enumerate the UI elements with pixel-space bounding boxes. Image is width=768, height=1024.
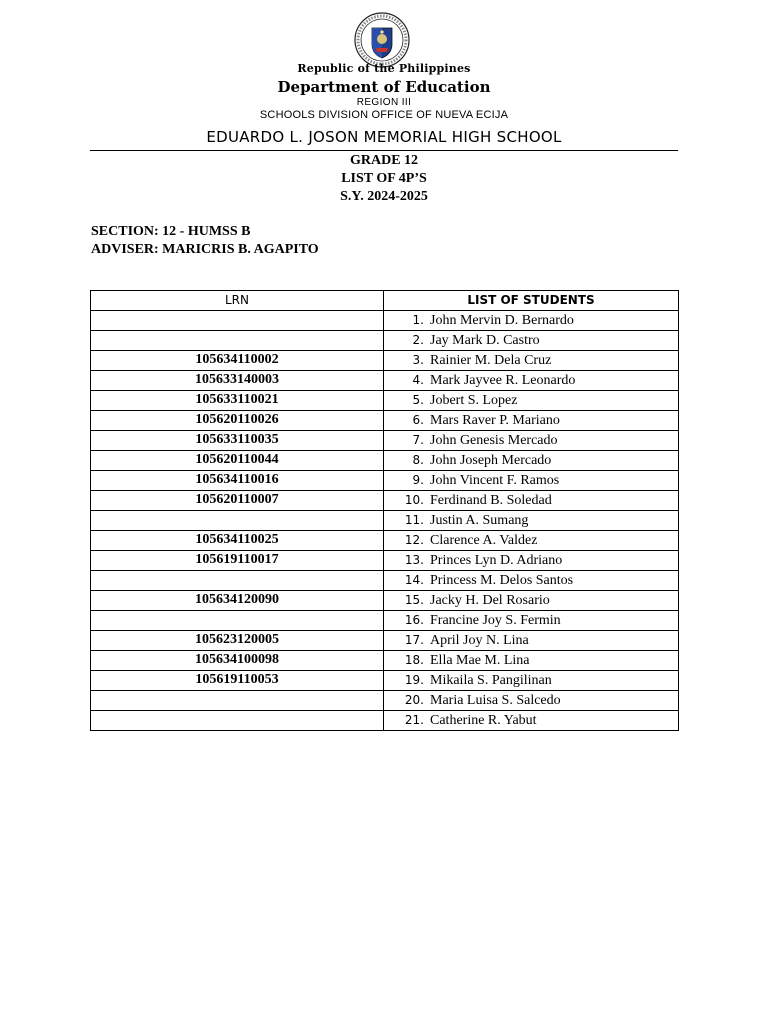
student-cell — [384, 670, 679, 690]
header-divider — [90, 150, 678, 151]
student-name: John Joseph Mercado — [430, 452, 552, 468]
school-year-title: S.Y. 2024-2025 — [340, 189, 428, 204]
student-name: Jobert S. Lopez — [430, 392, 518, 408]
table-row — [91, 570, 679, 590]
table-row — [91, 450, 679, 470]
student-cell — [384, 650, 679, 670]
student-name: Maria Luisa S. Salcedo — [430, 692, 561, 708]
student-number: 18. — [404, 652, 424, 667]
student-number: 2. — [412, 332, 424, 347]
student-name: John Vincent F. Ramos — [430, 472, 560, 488]
lrn-cell: 105634110016 — [91, 470, 384, 490]
student-name: Jay Mark D. Castro — [430, 332, 540, 348]
student-name: John Mervin D. Bernardo — [430, 312, 574, 328]
table-row — [91, 330, 679, 350]
table-row — [91, 310, 679, 330]
student-number: 4. — [412, 372, 424, 387]
division-heading: SCHOOLS DIVISION OFFICE OF NUEVA ECIJA — [259, 109, 509, 121]
lrn-cell — [91, 310, 384, 330]
student-number: 3. — [412, 352, 424, 367]
student-cell — [384, 610, 679, 630]
student-name: Jacky H. Del Rosario — [430, 592, 550, 608]
student-number: 14. — [404, 572, 424, 587]
table-row — [91, 530, 679, 550]
student-name: Mark Jayvee R. Leonardo — [430, 372, 576, 388]
student-name: John Genesis Mercado — [430, 432, 558, 448]
deped-seal-logo — [354, 12, 410, 68]
table-row — [91, 390, 679, 410]
lrn-cell — [91, 610, 384, 630]
lrn-cell: 105634110002 — [91, 350, 384, 370]
student-name: Mars Raver P. Mariano — [430, 412, 560, 428]
student-name: Justin A. Sumang — [430, 512, 529, 528]
lrn-header: LRN — [91, 291, 384, 311]
lrn-cell: 105633110021 — [91, 390, 384, 410]
lrn-cell: 105623120005 — [91, 630, 384, 650]
student-cell — [384, 450, 679, 470]
student-number: 9. — [412, 472, 424, 487]
student-number: 5. — [412, 392, 424, 407]
table-row — [91, 370, 679, 390]
student-number: 13. — [404, 552, 424, 567]
student-number: 8. — [412, 452, 424, 467]
table-row — [91, 350, 679, 370]
student-cell — [384, 530, 679, 550]
table-row — [91, 630, 679, 650]
student-cell — [384, 510, 679, 530]
students-header: LIST OF STUDENTS — [384, 291, 679, 311]
student-cell — [384, 710, 679, 730]
lrn-cell: 105619110053 — [91, 670, 384, 690]
student-cell — [384, 330, 679, 350]
list-title: LIST OF 4P’S — [341, 171, 427, 186]
school-name: EDUARDO L. JOSON MEMORIAL HIGH SCHOOL — [206, 128, 562, 146]
student-cell — [384, 370, 679, 390]
student-number: 17. — [404, 632, 424, 647]
grade-title: GRADE 12 — [349, 153, 419, 168]
students-table — [90, 290, 679, 731]
student-cell — [384, 630, 679, 650]
student-number: 15. — [404, 592, 424, 607]
student-cell — [384, 310, 679, 330]
student-number: 7. — [412, 432, 424, 447]
table-row — [91, 590, 679, 610]
student-cell — [384, 490, 679, 510]
student-cell — [384, 590, 679, 610]
table-row — [91, 710, 679, 730]
table-row — [91, 650, 679, 670]
lrn-cell — [91, 570, 384, 590]
republic-heading: Republic of the Philippines — [297, 62, 471, 75]
table-header-row — [91, 291, 679, 311]
adviser-line: ADVISER: MARICRIS B. AGAPITO — [91, 242, 319, 257]
document-titles — [0, 152, 768, 206]
student-number: 20. — [404, 692, 424, 707]
table-row — [91, 670, 679, 690]
student-name: Ferdinand B. Soledad — [430, 492, 552, 508]
table-row — [91, 510, 679, 530]
lrn-cell: 105619110017 — [91, 550, 384, 570]
student-number: 21. — [404, 712, 424, 727]
lrn-cell: 105634100098 — [91, 650, 384, 670]
student-name: Princes Lyn D. Adriano — [430, 552, 563, 568]
student-number: 6. — [412, 412, 424, 427]
student-cell — [384, 350, 679, 370]
lrn-cell: 105620110007 — [91, 490, 384, 510]
student-name: April Joy N. Lina — [430, 632, 529, 648]
student-number: 19. — [404, 672, 424, 687]
student-name: Mikaila S. Pangilinan — [430, 672, 552, 688]
department-heading: Department of Education — [277, 78, 491, 96]
lrn-cell: 105633140003 — [91, 370, 384, 390]
lrn-cell: 105620110044 — [91, 450, 384, 470]
student-name: Rainier M. Dela Cruz — [430, 352, 552, 368]
lrn-cell — [91, 330, 384, 350]
student-name: Francine Joy S. Fermin — [430, 612, 561, 628]
student-number: 11. — [404, 512, 424, 527]
student-number: 10. — [404, 492, 424, 507]
student-name: Clarence A. Valdez — [430, 532, 538, 548]
student-name: Catherine R. Yabut — [430, 712, 537, 728]
student-cell — [384, 570, 679, 590]
lrn-cell: 105633110035 — [91, 430, 384, 450]
table-row — [91, 410, 679, 430]
student-cell — [384, 470, 679, 490]
student-number: 16. — [404, 612, 424, 627]
student-cell — [384, 410, 679, 430]
lrn-cell: 105634120090 — [91, 590, 384, 610]
section-info — [91, 223, 319, 259]
table-row — [91, 610, 679, 630]
student-cell — [384, 550, 679, 570]
student-cell — [384, 690, 679, 710]
section-line: SECTION: 12 - HUMSS B — [91, 224, 251, 239]
table-row — [91, 550, 679, 570]
table-row — [91, 490, 679, 510]
student-number: 1. — [412, 312, 424, 327]
student-name: Princess M. Delos Santos — [430, 572, 574, 588]
lrn-cell — [91, 710, 384, 730]
table-row — [91, 470, 679, 490]
student-cell — [384, 430, 679, 450]
student-cell — [384, 390, 679, 410]
lrn-cell — [91, 510, 384, 530]
lrn-cell — [91, 690, 384, 710]
region-heading: REGION III — [356, 97, 412, 108]
table-row — [91, 690, 679, 710]
lrn-cell: 105634110025 — [91, 530, 384, 550]
table-row — [91, 430, 679, 450]
lrn-cell: 105620110026 — [91, 410, 384, 430]
student-number: 12. — [404, 532, 424, 547]
student-name: Ella Mae M. Lina — [430, 652, 530, 668]
